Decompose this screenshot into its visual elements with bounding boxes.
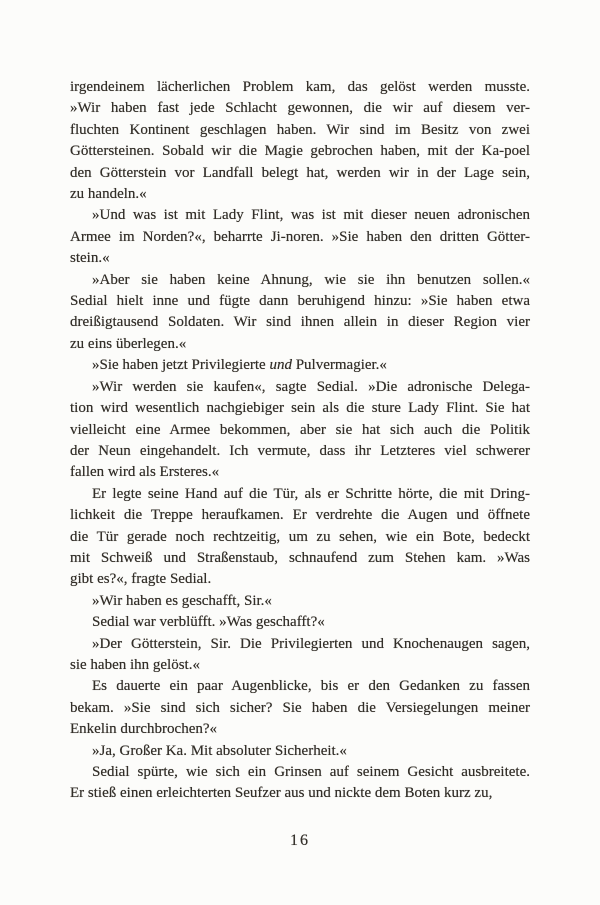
text-line: der Neun eingehandelt. Ich vermute, dass ihr Letzteres viel schwerer [70, 442, 530, 459]
paragraph [70, 591, 530, 612]
text-line: mit Schweiß und Straßenstaub, schnaufend zum Stehen kam. »Was [70, 549, 530, 566]
text-line: Es dauerte ein paar Augenblicke, bis er den Gedanken zu fassen [92, 678, 530, 695]
text-line: »Und was ist mit Lady Flint, was ist mit dieser neuen adronischen [92, 207, 530, 224]
text-line: zu handeln.« [70, 186, 147, 203]
text-line: »Wir haben fast jede Schlacht gewonnen, die wir auf diesem ver- [70, 100, 530, 117]
text-line: Armee im Norden?«, beharrte Ji-noren. »Sie haben den dritten Götter- [70, 228, 530, 245]
text-line: »Ja, Großer Ka. Mit absoluter Sicherheit.« [92, 742, 347, 759]
text-line: gibt es?«, fragte Sedial. [70, 571, 212, 588]
text-line: Sedial hielt inne und fügte dann beruhigend hinzu: »Sie haben etwa [70, 293, 530, 310]
text-line: zu eins überlegen.« [70, 335, 187, 352]
text-line: fallen wird als Ersteres.« [70, 464, 220, 481]
paragraph [70, 612, 530, 633]
paragraph [70, 377, 530, 484]
text-line: lichkeit die Treppe heraufkamen. Er verdrehte die Augen und öffnete [70, 507, 530, 524]
text-line: »Der Götterstein, Sir. Die Privilegierten und Knochenaugen sagen, [92, 635, 530, 652]
paragraph [70, 741, 530, 762]
text-line: fluchten Kontinent geschlagen haben. Wir sind im Besitz von zwei [70, 121, 530, 138]
paragraph [70, 762, 530, 805]
text-line: tion wird wesentlich nachgiebiger sein als die sture Lady Flint. Sie hat [70, 400, 530, 417]
text-line: Göttersteinen. Sobald wir die Magie gebrochen haben, mit der Ka-poel [70, 143, 530, 160]
text-line: Sedial war verblüfft. »Was geschafft?« [92, 614, 325, 631]
emphasized-text: und [269, 357, 292, 374]
text-line: den Götterstein vor Landfall belegt hat, werden wir in der Lage sein, [70, 164, 530, 181]
text-line: vielleicht eine Armee bekommen, aber sie hat sich auch die Politik [70, 421, 530, 438]
paragraph [70, 77, 530, 205]
text-line: Er legte seine Hand auf die Tür, als er Schritte hörte, die mit Dring- [92, 485, 530, 502]
text-line: die Tür gerade noch rechtzeitig, um zu sehen, wie ein Bote, bedeckt [70, 528, 530, 545]
text-line: Enkelin durchbrochen?« [70, 721, 218, 738]
text-segment: »Sie haben jetzt Privilegierte [92, 357, 270, 374]
page-number: 16 [290, 832, 310, 849]
text-line: dreißigtausend Soldaten. Wir sind ihnen allein in dieser Region vier [70, 314, 530, 331]
text-line: »Wir werden sie kaufen«, sagte Sedial. »Die adronische Delega- [92, 378, 530, 395]
text-line: Sedial spürte, wie sich ein Grinsen auf seinem Gesicht ausbreitete. [92, 764, 530, 780]
text-line: »Aber sie haben keine Ahnung, wie sie ihn benutzen sollen.« [92, 271, 530, 288]
text-line [70, 355, 530, 376]
text-segment: Pulvermagier.« [291, 357, 387, 374]
paragraph [70, 634, 530, 677]
paragraph [70, 484, 530, 591]
paragraph [70, 205, 530, 269]
page-text-block [70, 77, 530, 805]
paragraph [70, 355, 530, 376]
paragraph [70, 270, 530, 356]
text-line: bekam. »Sie sind sich sicher? Sie haben die Versiegelungen meiner [70, 699, 530, 716]
text-line: stein.« [70, 250, 110, 267]
text-line: sie haben ihn gelöst.« [70, 656, 200, 673]
paragraph [70, 676, 530, 740]
text-line: irgendeinem lächerlichen Problem kam, das gelöst werden musste. [70, 79, 530, 95]
text-line: Er stieß einen erleichterten Seufzer aus und nickte dem Boten kurz zu, [70, 785, 493, 802]
text-line: »Wir haben es geschafft, Sir.« [92, 592, 272, 609]
